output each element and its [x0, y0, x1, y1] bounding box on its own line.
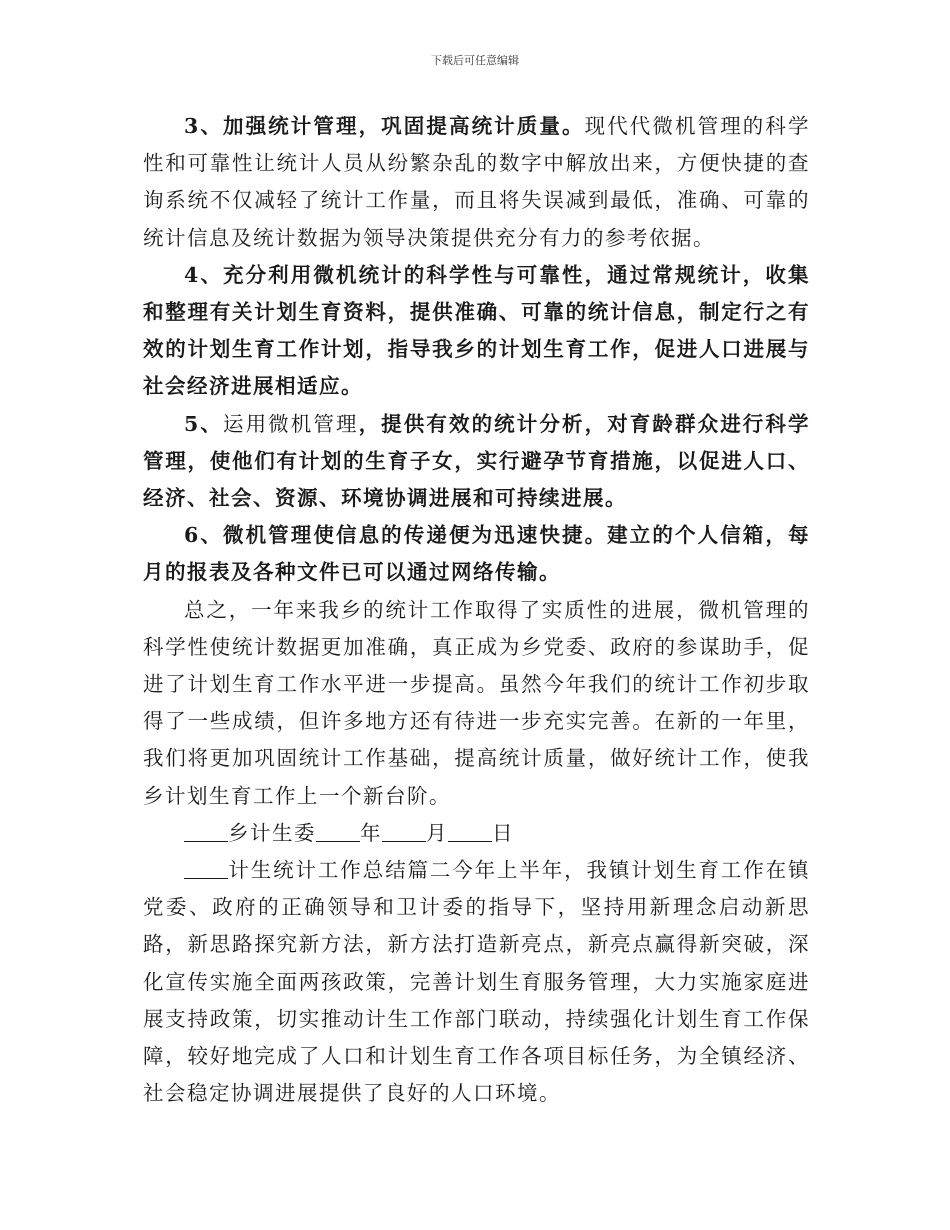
signature-day: 日 [492, 820, 514, 845]
summary-paragraph [143, 592, 810, 815]
part-two-paragraph [143, 852, 810, 1112]
paragraph-text: 现代代微机管理的科学性和可靠性让统计人员从纷繁杂乱的数字中解放出来，方便快捷的查询系统不仅减轻了统计工作量，而且将失误减到最低，准确、可靠的统计信息及统计数据为领导决策提供充分有力的参考依据。 [143, 114, 811, 250]
blank-field [448, 820, 492, 842]
paragraph-text: 4、充分利用微机统计的科学性与可靠性，通过常规统计，收集和整理有关计划生育资料，提供准确、可靠的统计信息，制定行之有效的计划生育工作计划，指导我乡的计划生育工作，促进人口进展与社会经济进展相适应。 [143, 262, 810, 399]
blank-field [184, 820, 228, 842]
paragraph-text: 计生统计工作总结篇二今年上半年，我镇计划生育工作在镇党委、政府的正确领导和卫计委的指导下，坚持用新理念启动新思路，新思路探究新方法，新方法打造新亮点，新亮点赢得新突破，深化宣传实施全面两孩政策，完善计划生育服务管理，大力实施家庭进展支持政策，切实推动计生工作部门联动，持续强化计划生育工作保障，较好地完成了人口和计划生育工作各项目标任务，为全镇经济、社会稳定协调进展提供了良好的人口环境。 [143, 858, 810, 1106]
paragraph-number: 5、 [184, 411, 223, 436]
blank-field [184, 858, 228, 880]
paragraph-item-5 [143, 406, 810, 518]
paragraph-item-6 [143, 517, 810, 591]
signature-line [143, 815, 810, 852]
paragraph-text-bold: ，提供有效的统计分析，对育龄群众进行科学管理，使他们有计划的生育子女，实行避孕节育措施，以促进人口、经济、社会、资源、环境协调进展和可持续进展。 [143, 411, 811, 511]
blank-field [316, 820, 360, 842]
signature-org: 乡计生委 [228, 820, 316, 845]
paragraph-heading: 3、加强统计管理，巩固提高统计质量。 [184, 114, 585, 138]
paragraph-item-4 [143, 257, 810, 406]
paragraph-text: 6、微机管理使信息的传递便为迅速快捷。建立的个人信箱，每月的报表及各种文件已可以通过网络传输。 [143, 523, 810, 585]
paragraph-item-3 [143, 108, 810, 257]
paragraph-text: 总之，一年来我乡的统计工作取得了实质性的进展，微机管理的科学性使统计数据更加准确，真正成为乡党委、政府的参谋助手，促进了计划生育工作水平进一步提高。虽然今年我们的统计工作初步取得了一些成绩，但许多地方还有待进一步充实完善。在新的一年里，我们将更加巩固统计工作基础，提高统计质量，做好统计工作，使我乡计划生育工作上一个新台阶。 [143, 597, 810, 808]
paragraph-text: 运用微机管理 [222, 411, 359, 436]
signature-year: 年 [360, 820, 382, 845]
signature-month: 月 [426, 820, 448, 845]
page-header-note: 下载后可任意编辑 [431, 54, 519, 67]
blank-field [382, 820, 426, 842]
document-body [143, 108, 810, 1112]
